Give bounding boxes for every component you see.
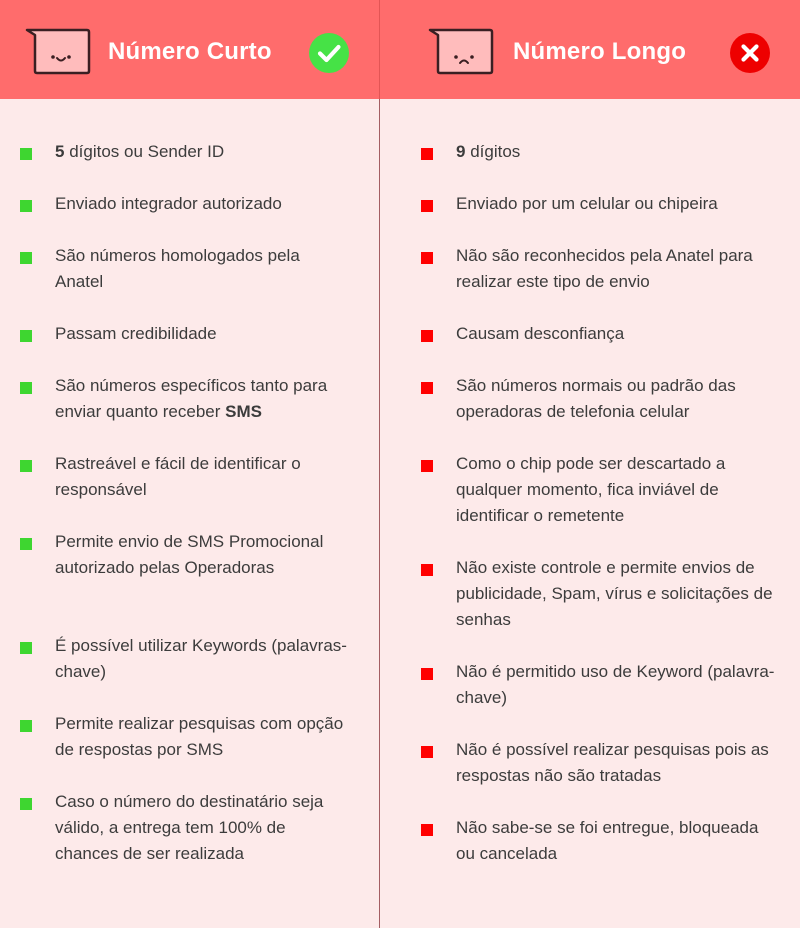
- list-item-text: [55, 454, 301, 499]
- list-item-label: Enviado por um celular ou chipeira: [456, 194, 718, 213]
- short-number-header: [0, 0, 379, 99]
- list-item: [421, 191, 781, 217]
- list-item: [421, 451, 781, 529]
- list-item-text: [456, 740, 769, 785]
- list-item-label: dígitos ou Sender ID: [64, 142, 225, 161]
- list-item-text: [456, 376, 736, 421]
- bullet-square-icon: [421, 330, 433, 342]
- long-number-header: [380, 0, 800, 99]
- list-item-label: dígitos: [465, 142, 521, 161]
- list-item-label: É possível utilizar Keywords (palavras-chave): [55, 636, 347, 681]
- list-item-bold: SMS: [225, 402, 262, 421]
- list-item-text: [456, 818, 758, 863]
- list-item: [421, 815, 781, 867]
- list-item-text: [456, 454, 725, 525]
- check-circle-icon: [309, 33, 349, 73]
- list-item-label: Não é permitido uso de Keyword (palavra-chave): [456, 662, 775, 707]
- list-item-label: São números homologados pela Anatel: [55, 246, 300, 291]
- bullet-square-icon: [421, 746, 433, 758]
- list-item-text: [55, 376, 327, 421]
- list-item-text: [456, 142, 520, 161]
- list-item-text: [55, 714, 343, 759]
- bullet-square-icon: [20, 538, 32, 550]
- list-item-label: Não são reconhecidos pela Anatel para realizar este tipo de envio: [456, 246, 753, 291]
- bullet-square-icon: [20, 252, 32, 264]
- list-item-text: [456, 246, 753, 291]
- list-item: [421, 737, 781, 789]
- list-item-label: Causam desconfiança: [456, 324, 625, 343]
- list-item-text: [55, 246, 300, 291]
- bullet-square-icon: [20, 330, 32, 342]
- list-item-text: [456, 194, 718, 213]
- bullet-square-icon: [421, 148, 433, 160]
- list-item: [20, 711, 350, 763]
- list-item-label: Permite envio de SMS Promocional autorizado pelas Operadoras: [55, 532, 324, 577]
- list-item-text: [55, 636, 347, 681]
- bullet-square-icon: [20, 642, 32, 654]
- list-item-label: São números normais ou padrão das operadoras de telefonia celular: [456, 376, 736, 421]
- list-item-label: Não sabe-se se foi entregue, bloqueada ou cancelada: [456, 818, 759, 863]
- list-item-text: [55, 324, 217, 343]
- bullet-square-icon: [421, 460, 433, 472]
- list-item: [20, 633, 350, 685]
- bullet-square-icon: [20, 200, 32, 212]
- list-item-text: [55, 194, 282, 213]
- bullet-square-icon: [20, 460, 32, 472]
- list-item: [20, 789, 350, 867]
- list-item-text: [456, 324, 624, 343]
- list-item: [421, 139, 781, 165]
- list-item-bold: 5: [55, 142, 65, 161]
- list-item-bold: 9: [456, 142, 466, 161]
- list-item: [421, 373, 781, 425]
- column-divider: [379, 99, 380, 928]
- list-item: [20, 373, 350, 425]
- list-item-label: São números específicos tanto para enviar quanto receber: [55, 376, 328, 421]
- bullet-square-icon: [20, 382, 32, 394]
- list-item-text: [55, 792, 323, 863]
- list-item-text: [55, 532, 323, 577]
- list-item: [20, 191, 350, 217]
- bullet-square-icon: [421, 564, 433, 576]
- list-item-label: Rastreável e fácil de identificar o responsável: [55, 454, 301, 499]
- bullet-square-icon: [421, 824, 433, 836]
- list-item-label: Como o chip pode ser descartado a qualquer momento, fica inviável de identificar o remetente: [456, 454, 726, 525]
- list-item-text: [456, 662, 774, 707]
- list-item-label: Caso o número do destinatário seja válido, a entrega tem 100% de chances de ser realizada: [55, 792, 324, 863]
- list-item-label: Não existe controle e permite envios de publicidade, Spam, vírus e solicitações de senhas: [456, 558, 773, 629]
- list-item: [20, 451, 350, 503]
- bullet-square-icon: [421, 252, 433, 264]
- bullet-square-icon: [421, 200, 433, 212]
- list-item: [421, 555, 781, 633]
- list-item-text: [55, 142, 224, 161]
- list-item-text: [456, 558, 773, 629]
- bullet-square-icon: [20, 798, 32, 810]
- x-circle-icon: [730, 33, 770, 73]
- list-item-label: Permite realizar pesquisas com opção de respostas por SMS: [55, 714, 344, 759]
- bullet-square-icon: [421, 668, 433, 680]
- list-item-label: Não é possível realizar pesquisas pois as respostas não são tratadas: [456, 740, 769, 785]
- happy-face-bubble-icon: [25, 27, 93, 75]
- bullet-square-icon: [20, 720, 32, 732]
- list-item: [20, 243, 350, 295]
- list-item-label: Enviado integrador autorizado: [55, 194, 282, 213]
- list-item-label: Passam credibilidade: [55, 324, 217, 343]
- bullet-square-icon: [20, 148, 32, 160]
- bullet-square-icon: [421, 382, 433, 394]
- sad-face-bubble-icon: [428, 27, 496, 75]
- list-item: [20, 321, 350, 347]
- list-item: [20, 139, 350, 165]
- list-item: [421, 321, 781, 347]
- list-item: [421, 659, 781, 711]
- short-number-title: Número Curto: [108, 38, 272, 65]
- long-number-title: Número Longo: [513, 38, 687, 65]
- list-item: [20, 529, 350, 581]
- list-item: [421, 243, 781, 295]
